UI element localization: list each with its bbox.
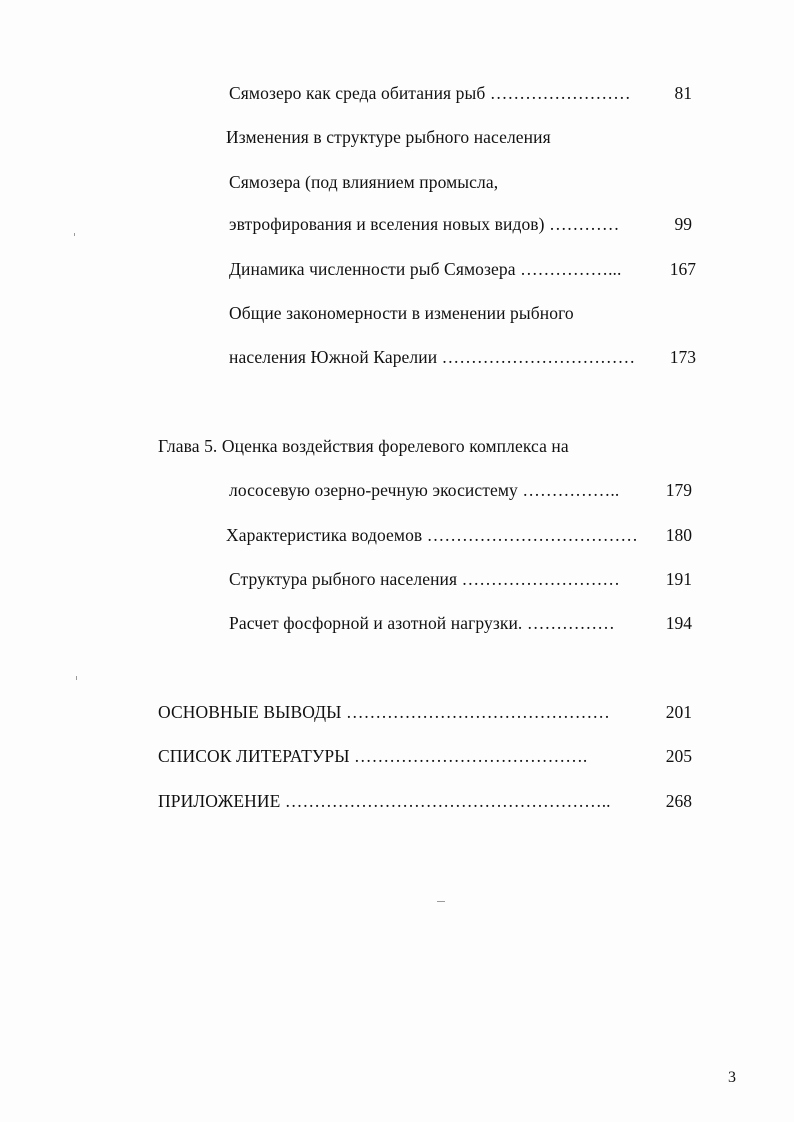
toc-entry-page: 179 — [665, 480, 692, 500]
toc-entry-page: 191 — [665, 569, 692, 589]
toc-entry-text: Динамика численности рыб Сямозера ……………... — [229, 259, 622, 279]
toc-chapter-title: Глава 5. Оценка воздействия форелевого комплекса на — [158, 436, 569, 456]
toc-section-conclusions: ОСНОВНЫЕ ВЫВОДЫ ……………………………………… — [158, 702, 610, 722]
scan-speck — [76, 676, 77, 680]
page-number: 3 — [728, 1069, 736, 1086]
toc-entry-page: 99 — [674, 214, 692, 234]
toc-entry-page: 173 — [669, 347, 696, 367]
toc-entry-text: Характеристика водоемов ……………………………… — [226, 525, 638, 545]
toc-entry-text: Общие закономерности в изменении рыбного — [229, 303, 574, 323]
toc-entry-page: 180 — [665, 525, 692, 545]
toc-entry-page: 81 — [674, 83, 692, 103]
toc-entry-page: 167 — [669, 259, 696, 279]
scan-speck — [437, 901, 445, 902]
toc-section-appendix: ПРИЛОЖЕНИЕ ……………………………………………….. — [158, 791, 611, 811]
toc-entry-text: эвтрофирования и вселения новых видов) ………… — [229, 214, 620, 234]
toc-entry-text: Расчет фосфорной и азотной нагрузки. …………… — [229, 613, 615, 633]
toc-entry-page: 194 — [665, 613, 692, 633]
toc-entry-text: лососевую озерно-речную экосистему …………….. — [229, 480, 620, 500]
toc-entry-page: 205 — [665, 746, 692, 766]
toc-entry-page: 201 — [665, 702, 692, 722]
toc-entry-text: Сямозера (под влиянием промысла, — [229, 172, 499, 192]
toc-entry-page: 268 — [665, 791, 692, 811]
toc-entry-text: населения Южной Карелии …………………………… — [229, 347, 636, 367]
toc-entry-text: Сямозеро как среда обитания рыб …………………… — [229, 83, 631, 103]
toc-entry-text: Структура рыбного населения ……………………… — [229, 569, 621, 589]
toc-entry-text: Изменения в структуре рыбного населения — [226, 127, 551, 147]
scan-speck — [74, 233, 75, 236]
toc-section-references: СПИСОК ЛИТЕРАТУРЫ …………………………………. — [158, 746, 588, 766]
